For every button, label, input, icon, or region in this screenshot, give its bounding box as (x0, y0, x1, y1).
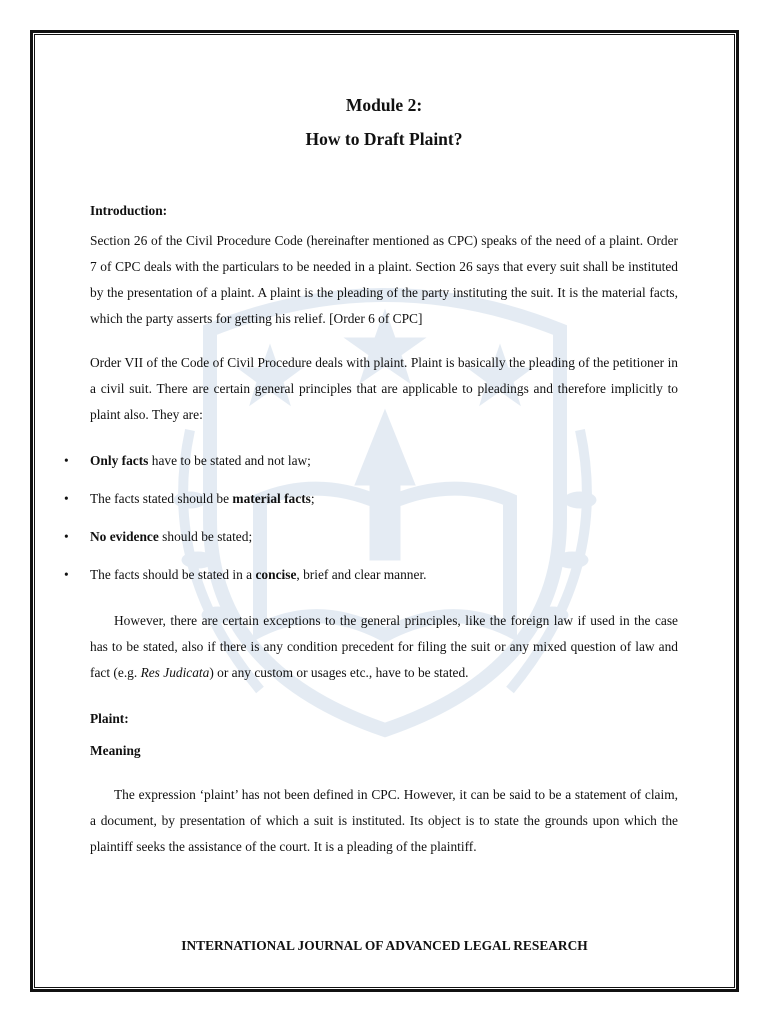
journal-footer: INTERNATIONAL JOURNAL OF ADVANCED LEGAL RESEARCH (181, 938, 588, 953)
page-title: How to Draft Plaint? (305, 129, 463, 149)
list-item: • The facts stated should be material facts; (90, 486, 678, 512)
bullet-icon: • (64, 529, 69, 544)
meaning-paragraph: The expression ‘plaint’ has not been defined in CPC. However, it can be said to be a statement of claim, a document, by presentation of which a suit is instituted. Its object is to state the grounds upon which the plaintiff seeks the assistance of the court. It is a pleading of the plaintiff. (90, 787, 678, 854)
principles-list (64, 448, 678, 588)
document-body (64, 88, 678, 860)
bullet-icon: • (64, 567, 69, 582)
exceptions-paragraph: However, there are certain exceptions to the general principles, like the foreign law if used in the case has to be stated, also if there is any condition precedent for filing the suit or any mixed question of law and fact (e.g. Res Judicata) or any custom or usages etc., have to be stated. (90, 613, 678, 680)
list-item: • Only facts have to be stated and not law; (90, 448, 678, 474)
meaning-heading: Meaning (90, 743, 141, 758)
order-vii-paragraph: Order VII of the Code of Civil Procedure deals with plaint. Plaint is basically the pleading of the petitioner in a civil suit. There are certain general principles that are applicable to pleadings and therefore implicitly to plaint also. They are: (90, 355, 678, 422)
list-item: • The facts should be stated in a concise, brief and clear manner. (90, 562, 678, 588)
bullet-icon: • (64, 491, 69, 506)
bullet-icon: • (64, 453, 69, 468)
introduction-paragraph: Section 26 of the Civil Procedure Code (hereinafter mentioned as CPC) speaks of the need of a plaint. Order 7 of CPC deals with the particulars to be needed in a plaint. Section 26 says that every suit shall be instituted by the presentation of a plaint. A plaint is the pleading of the party instituting the suit. It is the material facts, which the party asserts for getting his relief. [Order 6 of CPC] (90, 233, 678, 326)
module-title: Module 2: (345, 95, 423, 115)
plaint-heading: Plaint: (90, 711, 129, 726)
introduction-heading: Introduction: (90, 203, 168, 218)
list-item: • No evidence should be stated; (90, 524, 678, 550)
